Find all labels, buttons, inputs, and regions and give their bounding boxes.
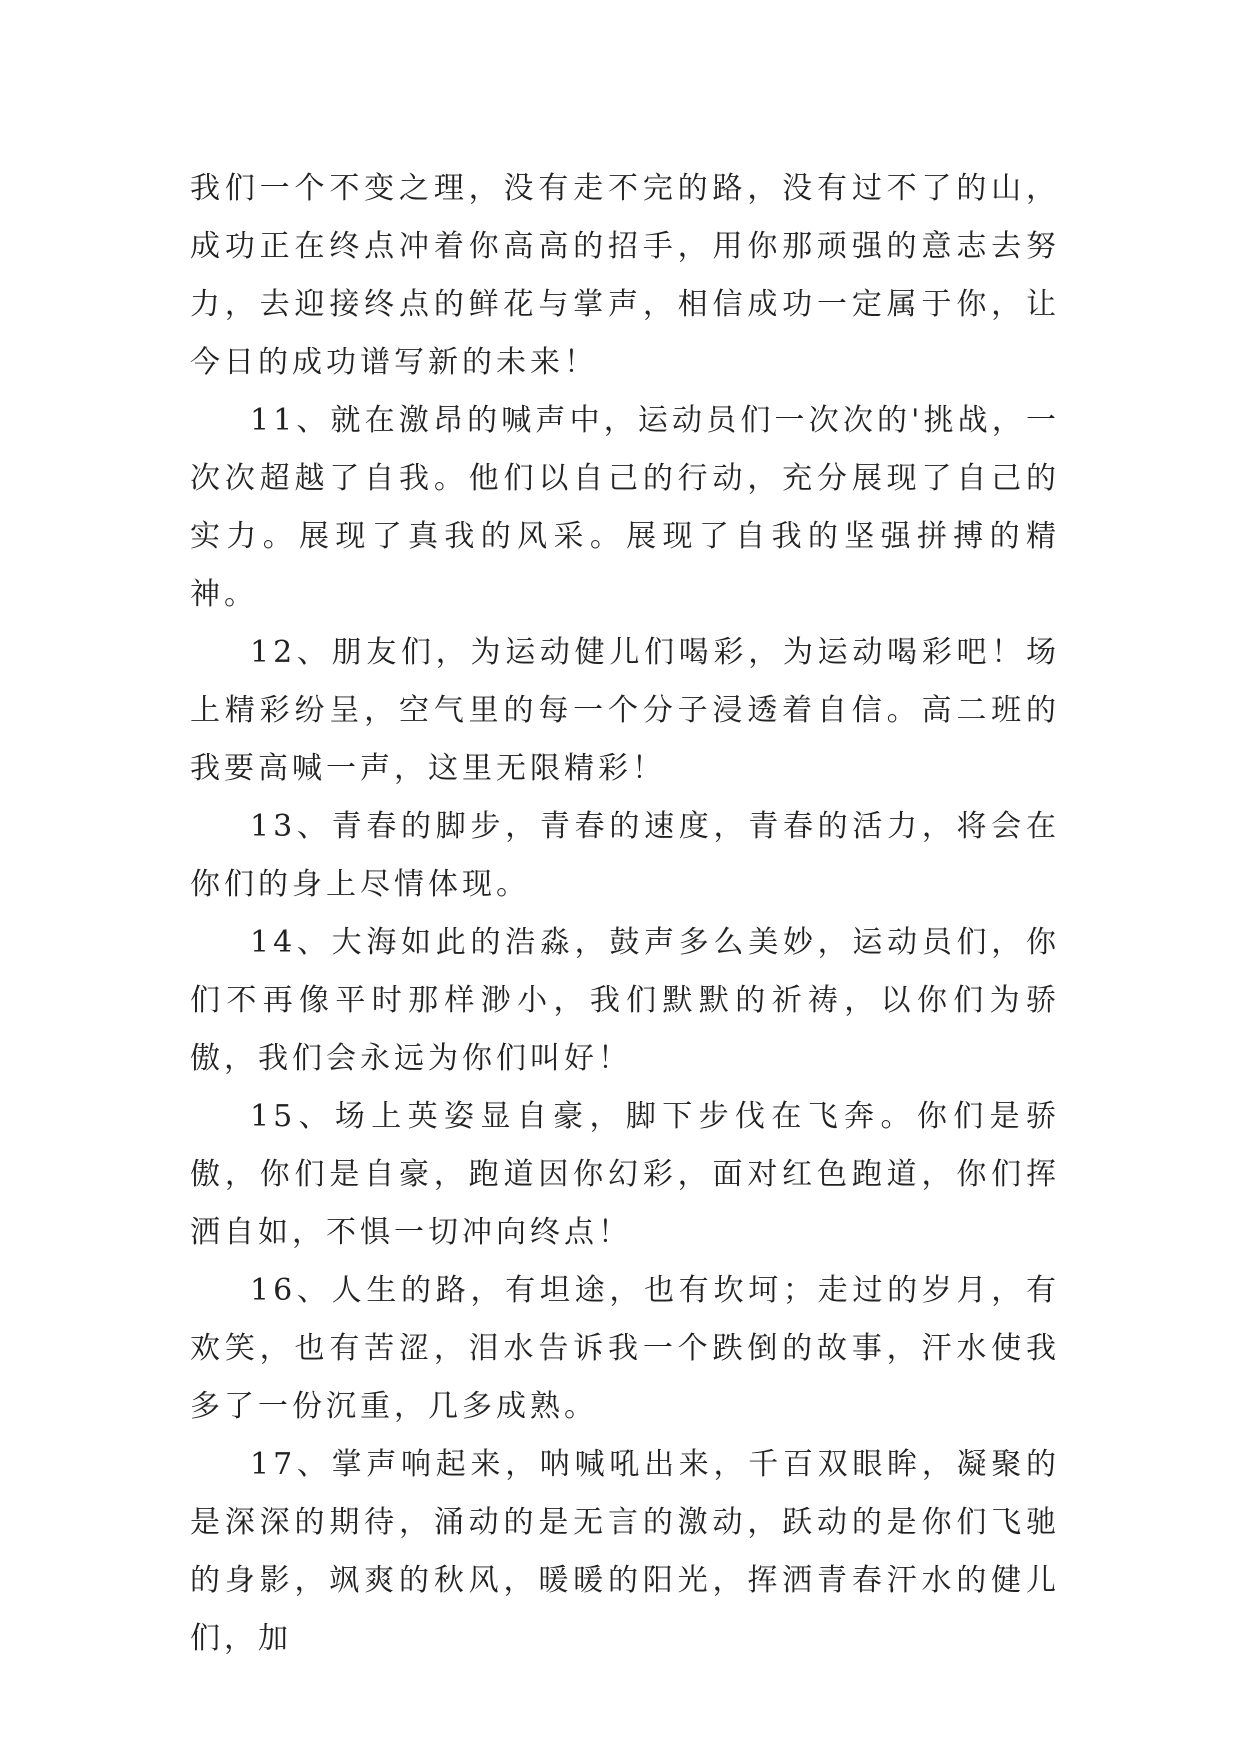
paragraph: 13、青春的脚步，青春的速度，青春的活力，将会在你们的身上尽情体现。 [190,809,1060,902]
paragraph: 17、掌声响起来，呐喊吼出来，千百双眼眸，凝聚的是深深的期待，涌动的是无言的激动，跃动的是你们飞驰的身影，飒爽的秋风，暖暖的阳光，挥洒青春汗水的健儿们，加 [190,1447,1060,1656]
document-body [190,160,1060,1668]
paragraph: 12、朋友们，为运动健儿们喝彩，为运动喝彩吧！场上精彩纷呈，空气里的每一个分子浸透着自信。高二班的我要高喊一声，这里无限精彩！ [190,635,1060,786]
paragraph: 16、人生的路，有坦途，也有坎坷；走过的岁月，有欢笑，也有苦涩，泪水告诉我一个跌倒的故事，汗水使我多了一份沉重，几多成熟。 [190,1273,1060,1424]
paragraph: 15、场上英姿显自豪，脚下步伐在飞奔。你们是骄傲，你们是自豪，跑道因你幻彩，面对红色跑道，你们挥洒自如，不惧一切冲向终点！ [190,1099,1060,1250]
paragraph: 14、大海如此的浩淼，鼓声多么美妙，运动员们，你们不再像平时那样渺小，我们默默的祈祷，以你们为骄傲，我们会永远为你们叫好！ [190,925,1060,1076]
paragraph: 11、就在激昂的喊声中，运动员们一次次的'挑战，一次次超越了自我。他们以自己的行动，充分展现了自己的实力。展现了真我的风采。展现了自我的坚强拼搏的精神。 [190,403,1060,612]
paragraph: 我们一个不变之理，没有走不完的路，没有过不了的山，成功正在终点冲着你高高的招手，用你那顽强的意志去努力，去迎接终点的鲜花与掌声，相信成功一定属于你，让今日的成功谱写新的未来！ [190,171,1060,380]
